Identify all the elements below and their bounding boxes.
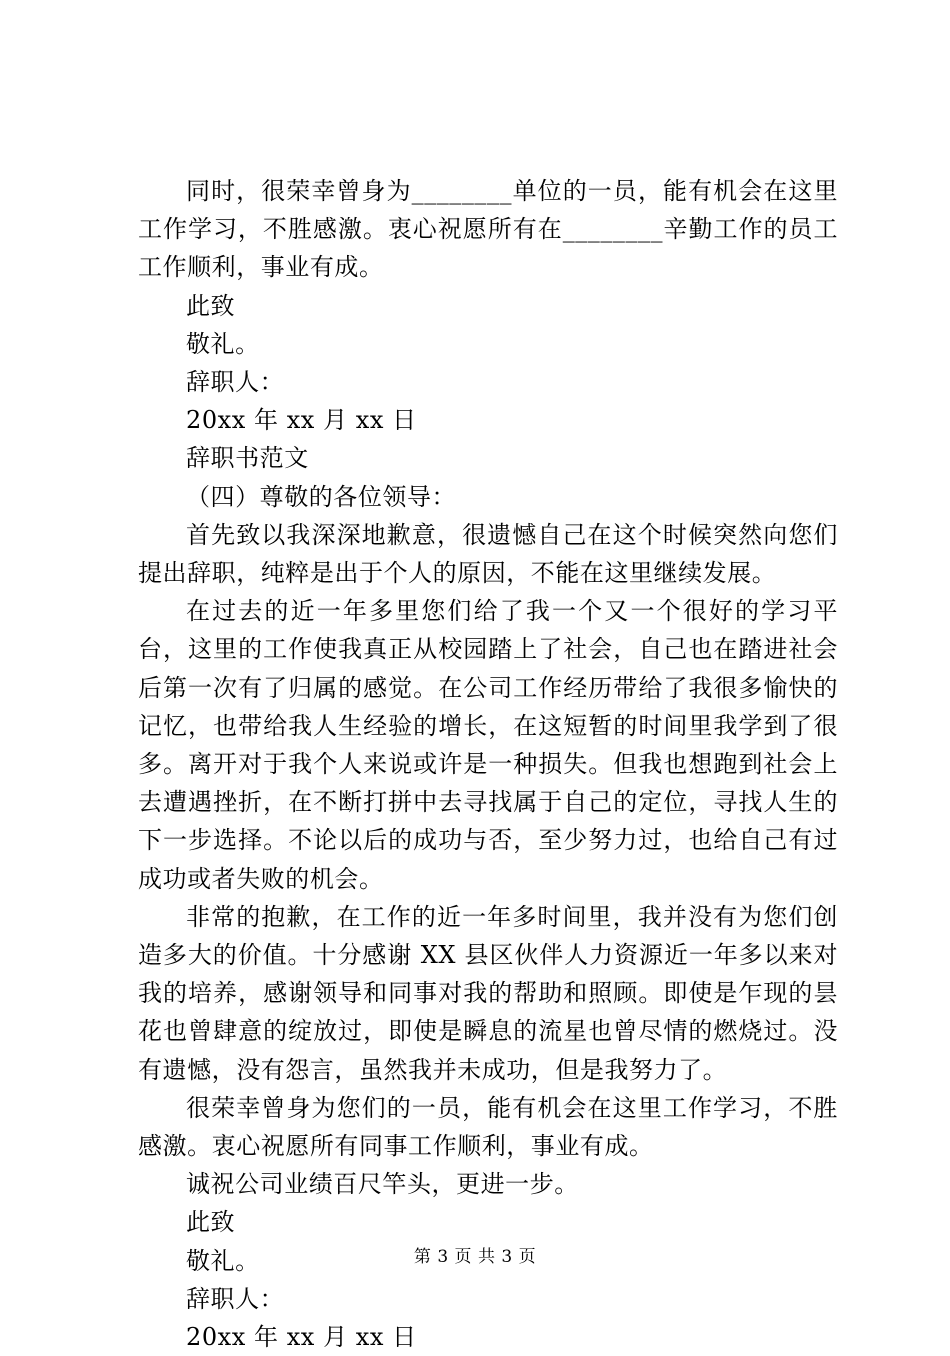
page-footer: 第 3 页 共 3 页 xyxy=(413,1247,537,1267)
closing-line: 诚祝公司业绩百尺竿头，更进一步。 xyxy=(186,1170,579,1199)
paragraph: 很荣幸曾身为您们的一员，能有机会在这里工作学习，不胜感激。衷心祝愿所有同事工作顺利，事业有成。 xyxy=(138,1093,838,1161)
paragraph: 非常的抱歉，在工作的近一年多时间里，我并没有为您们创造多大的价值。十分感谢 XX 县区伙伴人力资源近一年多以来对我的培养，感谢领导和同事对我的帮助和照顾。即使是乍现的昙花也曾肆意的绽放过，即使是瞬息的流星也曾尽情的燃烧过。没有遗憾，没有怨言，虽然我并未成功，但是我努力了。 xyxy=(138,902,838,1084)
paragraph: 同时，很荣幸曾身为________单位的一员，能有机会在这里工作学习，不胜感激。衷心祝愿所有在________辛勤工作的员工工作顺利，事业有成。 xyxy=(138,177,838,282)
paragraph: 在过去的近一年多里您们给了我一个又一个很好的学习平台，这里的工作使我真正从校园踏上了社会，自己也在踏进社会后第一次有了归属的感觉。在公司工作经历带给了我很多愉快的记忆，也带给我人生经验的增长，在这短暂的时间里我学到了很多。离开对于我个人来说或许是一种损失。但我也想跑到社会上去遭遇挫折，在不断打拼中去寻找属于自己的定位，寻找人生的下一步选择。不论以后的成功与否，至少努力过，也给自己有过成功或者失败的机会。 xyxy=(138,597,838,893)
date-line: 20xx 年 xx 月 xx 日 xyxy=(186,1323,417,1352)
section-title: 辞职书范文 xyxy=(186,444,309,473)
closing-line: 此致 xyxy=(186,291,236,320)
salutation: （四）尊敬的各位领导： xyxy=(186,482,457,511)
paragraph: 首先致以我深深地歉意，很遗憾自己在这个时候突然向您们提出辞职，纯粹是出于个人的原因，不能在这里继续发展。 xyxy=(138,520,838,588)
document-body xyxy=(138,172,838,1356)
closing-line: 此致 xyxy=(186,1208,236,1237)
signature-label: 辞职人： xyxy=(186,1284,285,1313)
signature-label: 辞职人： xyxy=(186,368,285,397)
date-line: 20xx 年 xx 月 xx 日 xyxy=(186,406,417,435)
closing-line: 敬礼。 xyxy=(186,1246,260,1275)
closing-line: 敬礼。 xyxy=(186,329,260,358)
